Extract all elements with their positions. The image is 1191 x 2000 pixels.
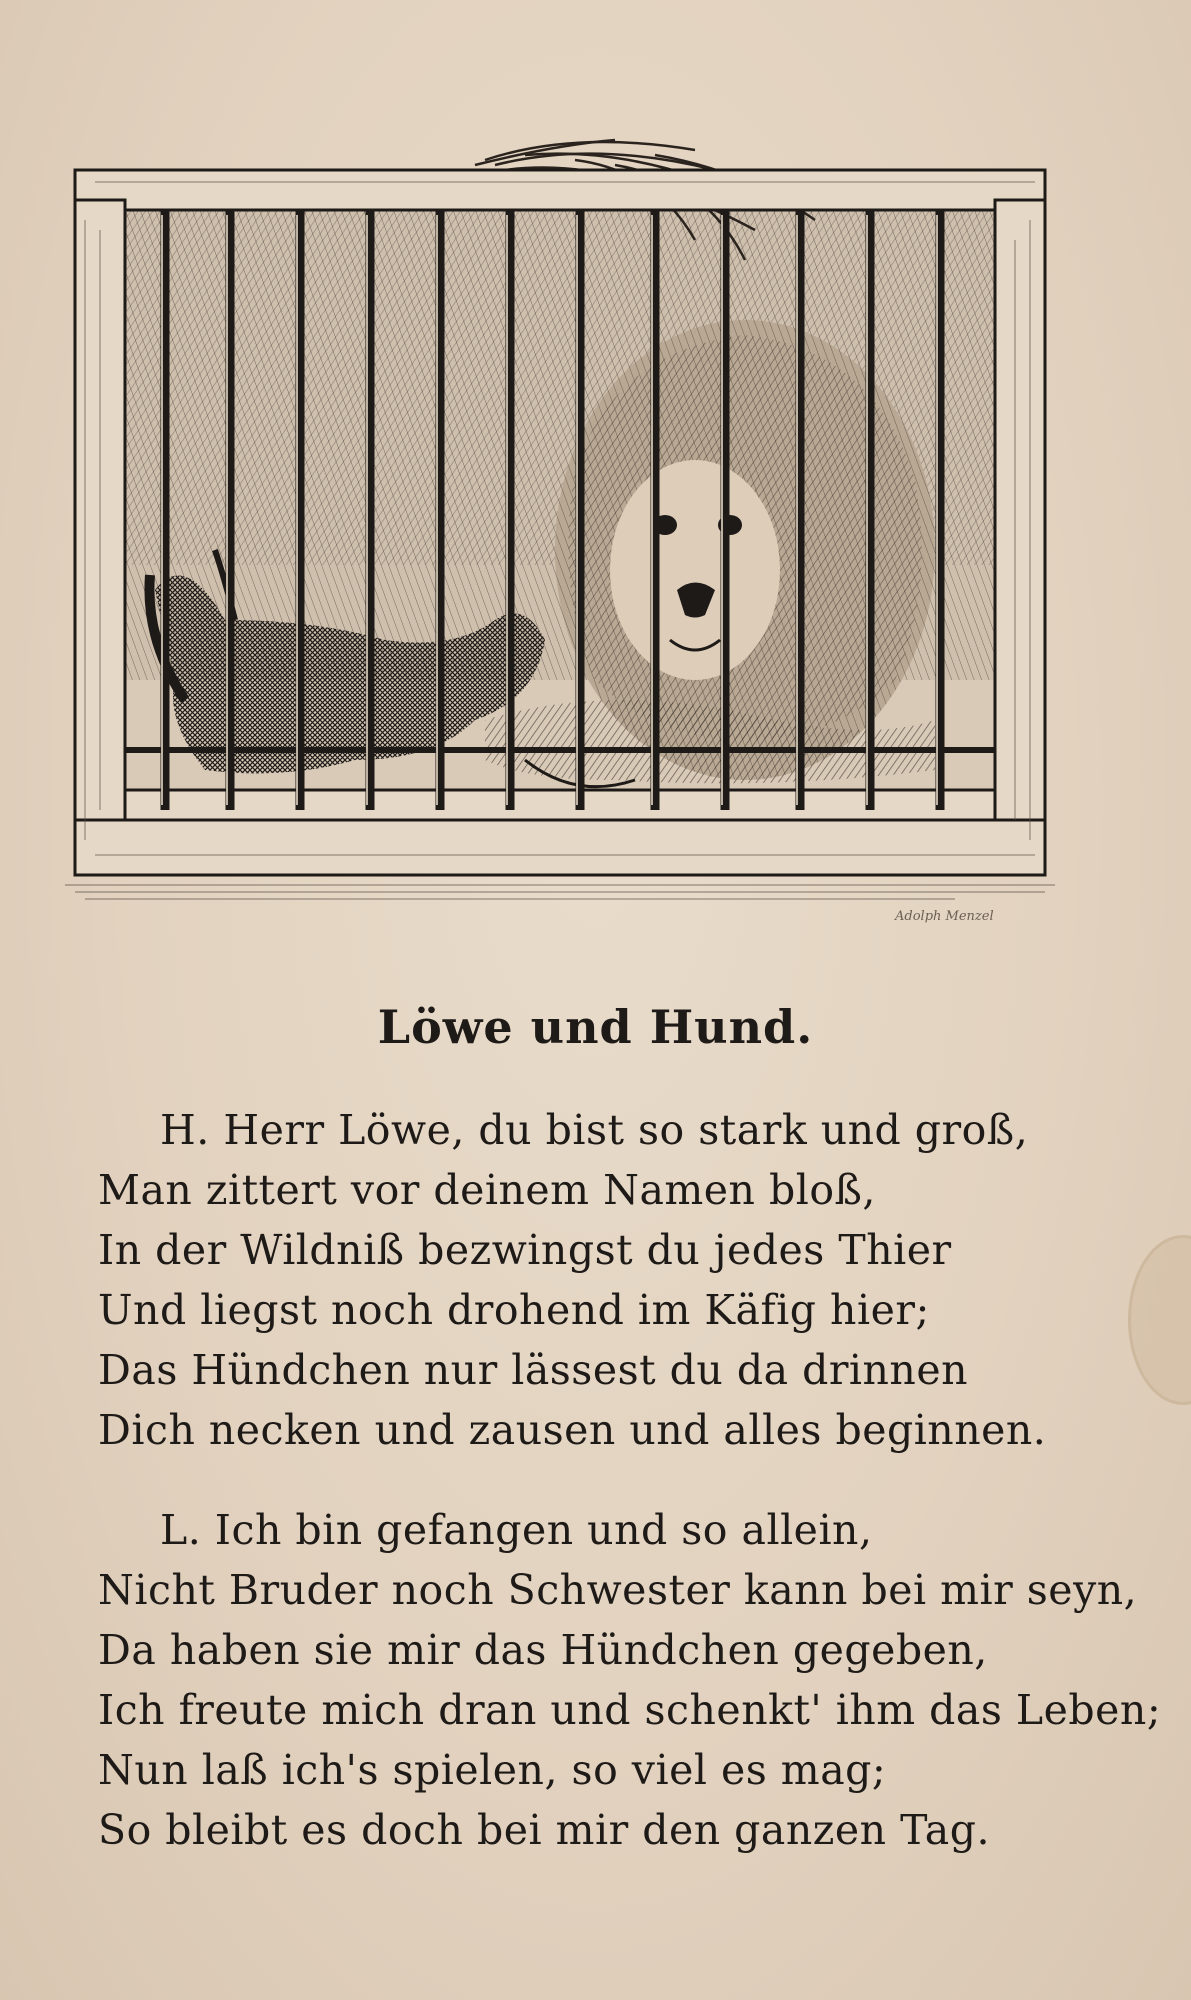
poem-title: Löwe und Hund. [377, 1000, 814, 1054]
verse-line: Dich necken und zausen und alles beginnen. [98, 1406, 1047, 1454]
verse-line: L. Ich bin gefangen und so allein, [160, 1506, 873, 1554]
verse-line: Man zittert vor deinem Namen bloß, [98, 1166, 876, 1214]
verse-line: In der Wildniß bezwingst du jedes Thier [98, 1226, 952, 1274]
verse-line: Und liegst noch drohend im Käfig hier; [98, 1286, 930, 1334]
verse-line: Da haben sie mir das Hündchen gegeben, [98, 1626, 988, 1674]
verse-line: So bleibt es doch bei mir den ganzen Tag. [98, 1806, 990, 1854]
stanza-2 [98, 1500, 1162, 1860]
artist-signature: Adolph Menzel [895, 909, 994, 924]
verse-line: Ich freute mich dran und schenkt' ihm das Leben; [98, 1686, 1162, 1734]
verse-line: Nicht Bruder noch Schwester kann bei mir seyn, [98, 1566, 1138, 1614]
verse-line: Nun laß ich's spielen, so viel es mag; [98, 1746, 887, 1794]
stanza-1 [98, 1100, 1138, 1460]
engraving-lion-in-cage [55, 120, 1065, 960]
verse-line: Das Hündchen nur lässest du da drinnen [98, 1346, 969, 1394]
verse-line: H. Herr Löwe, du bist so stark und groß, [160, 1106, 1029, 1154]
